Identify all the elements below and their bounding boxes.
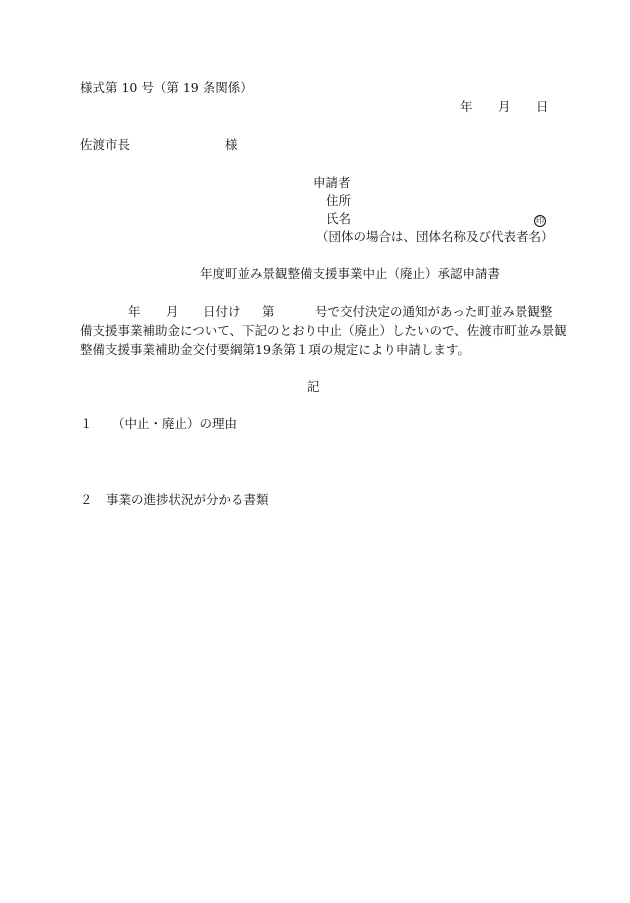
item-2-text: 事業の進捗状況が分かる書類 (106, 492, 269, 507)
body-line2: 備支援事業補助金について、下記のとおり中止（廃止）したいので、佐渡市町並み景観 (80, 323, 567, 338)
applicant-note: （団体の場合は、団体名称及び代表者名） (316, 229, 554, 244)
body-month-label: 月 (166, 304, 179, 319)
ki-heading: 記 (307, 379, 320, 394)
date-month-label: 月 (498, 99, 511, 114)
body-number-prefix: 第 (262, 304, 275, 319)
applicant-heading: 申請者 (313, 175, 351, 190)
form-number: 様式第 10 号（第 19 条関係） (80, 80, 253, 95)
seal-mark-icon (534, 213, 546, 227)
applicant-address-label: 住所 (326, 193, 352, 208)
date-day-label: 日 (536, 99, 549, 114)
item-1-number: １ (80, 416, 93, 431)
item-1-text: （中止・廃止）の理由 (112, 416, 238, 431)
date-year-label: 年 (460, 99, 473, 114)
body-year-label: 年 (128, 304, 141, 319)
addressee-name: 佐渡市長 (80, 137, 131, 152)
body-dated-label: 日付け (203, 304, 241, 319)
body-line3: 整備支援事業補助金交付要綱第19条第１項の規定により申請します。 (80, 342, 470, 357)
item-2-number: ２ (80, 492, 93, 507)
addressee-honorific: 様 (225, 137, 238, 152)
applicant-name-label: 氏名 (326, 211, 352, 226)
body-line1-text: 号で交付決定の通知があった町並み景観整 (315, 304, 553, 319)
document-title: 年度町並み景観整備支援事業中止（廃止）承認申請書 (200, 266, 501, 281)
seal-glyph: 印 (536, 216, 544, 225)
